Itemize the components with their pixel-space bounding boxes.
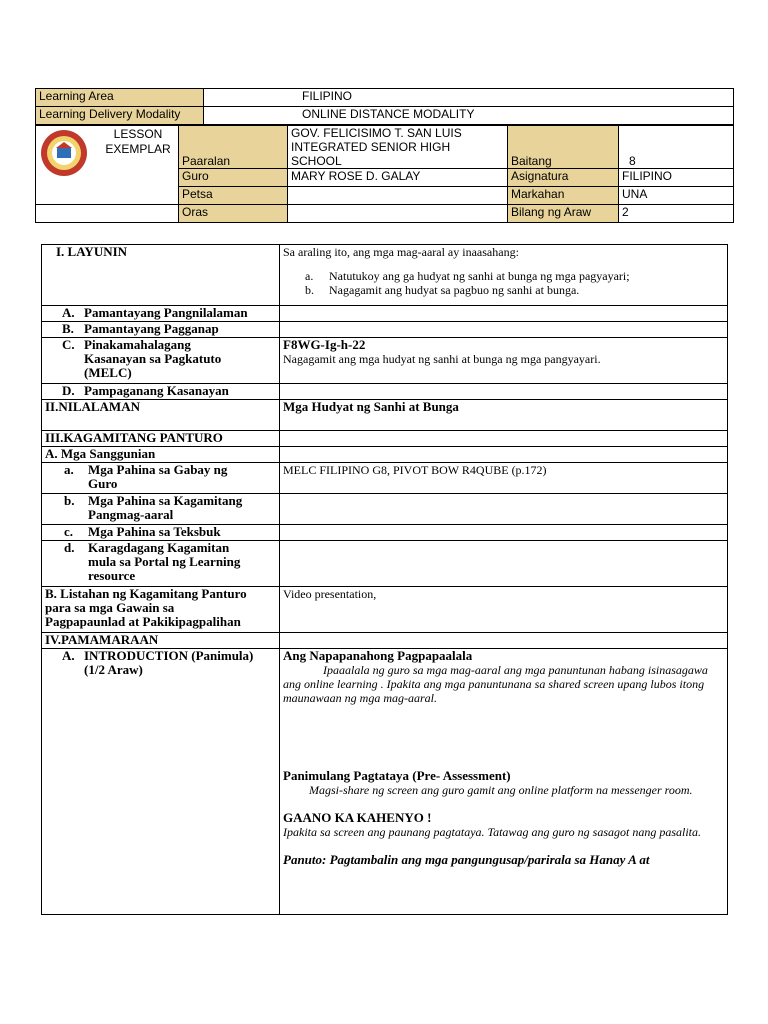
pamantayang-pagganap-value	[280, 322, 728, 338]
days-label: Bilang ng Araw	[508, 205, 619, 223]
kagamitan-label: III.KAGAMITANG PANTURO	[42, 431, 280, 447]
pampaganang-kasanayan-value	[280, 384, 728, 400]
nilalaman-value: Mga Hudyat ng Sanhi at Bunga	[280, 400, 728, 431]
pampaganang-kasanayan-label: D. Pampaganang Kasanayan	[42, 384, 280, 400]
pamantayang-pagganap-label: B. Pamantayang Pagganap	[42, 322, 280, 338]
date-value	[288, 187, 508, 205]
layunin-content: Sa araling ito, ang mga mag-aaral ay inaasahang: a. Natutukoy ang ga hudyat ng sanhi at bunga ng mga pagyayari; b. Nagagamit ang hudyat sa pagbuo ng sanhi at bunga.	[280, 245, 728, 306]
intro-heading: Ang Napapanahong Pagpapaalala	[283, 648, 473, 663]
learning-area-value: FILIPINO	[204, 89, 734, 107]
karagdagang-kagamitan-value	[280, 541, 728, 587]
time-spacer-cell	[36, 205, 179, 223]
melc-content: F8WG-Ig-h-22 Nagagamit ang mga hudyat ng sanhi at bunga ng mga pangyayari.	[280, 338, 728, 384]
intro-text: Ipaaalala ng guro sa mga mag-aaral ang mga panuntunan habang isinasagawa ang online learning . Ipakita ang mga panuntunana sa shared screen upang lubos itong maunawaan ng mga mag-aaral.	[283, 663, 708, 705]
sanggunian-label: A. Mga Sanggunian	[42, 447, 280, 463]
learning-area-label: Learning Area	[36, 89, 204, 107]
panuto-text: Panuto: Pagtambalin ang mga pangungusap/parirala sa Hanay A at	[283, 852, 650, 867]
school-value: GOV. FELICISIMO T. SAN LUIS INTEGRATED SENIOR HIGH SCHOOL	[288, 126, 508, 169]
subject-label: Asignatura	[508, 169, 619, 187]
pamamaraan-label: IV.PAMAMARAAN	[42, 633, 280, 649]
pamantayang-pangnilalaman-value	[280, 306, 728, 322]
kagamitan-value	[280, 431, 728, 447]
header-table-top	[35, 88, 734, 125]
listahan-value: Video presentation,	[280, 587, 728, 633]
gabay-guro-label: a. Mga Pahina sa Gabay ng Guro	[42, 463, 280, 494]
school-seal-icon	[39, 128, 89, 178]
quarter-label: Markahan	[508, 187, 619, 205]
kagamitang-pangmag-aaral-value	[280, 494, 728, 525]
school-label: Paaralan	[179, 126, 288, 169]
gaano-heading: GAANO KA KAHENYO !	[283, 810, 432, 825]
pamantayang-pangnilalaman-label: A. Pamantayang Pangnilalaman	[42, 306, 280, 322]
pamamaraan-value	[280, 633, 728, 649]
introduction-label: A. INTRODUCTION (Panimula) (1/2 Araw)	[42, 649, 280, 915]
lesson-exemplar-title: LESSON EXEMPLAR	[105, 127, 171, 156]
grade-value: 8	[619, 126, 734, 169]
teacher-label: Guro	[179, 169, 288, 187]
listahan-label: B. Listahan ng Kagamitang Panturo para sa mga Gawain sa Pagpapaunlad at Pakikipagpalihan	[42, 587, 280, 633]
teksbuk-label: c. Mga Pahina sa Teksbuk	[42, 525, 280, 541]
header-table-info	[35, 125, 734, 223]
lesson-plan-table	[41, 244, 728, 915]
gabay-guro-value: MELC FILIPINO G8, PIVOT BOW R4QUBE (p.172)	[280, 463, 728, 494]
quarter-value: UNA	[619, 187, 734, 205]
karagdagang-kagamitan-label: d. Karagdagang Kagamitan mula sa Portal ng Learning resource	[42, 541, 280, 587]
introduction-content	[280, 649, 728, 915]
time-label: Oras	[179, 205, 288, 223]
pre-assessment-heading: Panimulang Pagtataya (Pre- Assessment)	[283, 768, 511, 783]
gaano-text: Ipakita sa screen ang paunang pagtataya. Tatawag ang guro ng sasagot nang pasalita.	[283, 825, 702, 839]
layunin-label: I. LAYUNIN	[42, 245, 280, 306]
kagamitang-pangmag-aaral-label: b. Mga Pahina sa Kagamitang Pangmag-aaral	[42, 494, 280, 525]
subject-value: FILIPINO	[619, 169, 734, 187]
melc-label: C. Pinakamahalagang Kasanayan sa Pagkatuto (MELC)	[42, 338, 280, 384]
teksbuk-value	[280, 525, 728, 541]
date-label: Petsa	[179, 187, 288, 205]
grade-label: Baitang	[508, 126, 619, 169]
delivery-value: ONLINE DISTANCE MODALITY	[204, 107, 734, 125]
time-value	[288, 205, 508, 223]
nilalaman-label: II.NILALAMAN	[42, 400, 280, 431]
sanggunian-value	[280, 447, 728, 463]
teacher-value: MARY ROSE D. GALAY	[288, 169, 508, 187]
days-value: 2	[619, 205, 734, 223]
delivery-label: Learning Delivery Modality	[36, 107, 204, 125]
logo-cell	[36, 126, 179, 205]
pre-assessment-text: Magsi-share ng screen ang guro gamit ang online platform na messenger room.	[309, 783, 693, 797]
